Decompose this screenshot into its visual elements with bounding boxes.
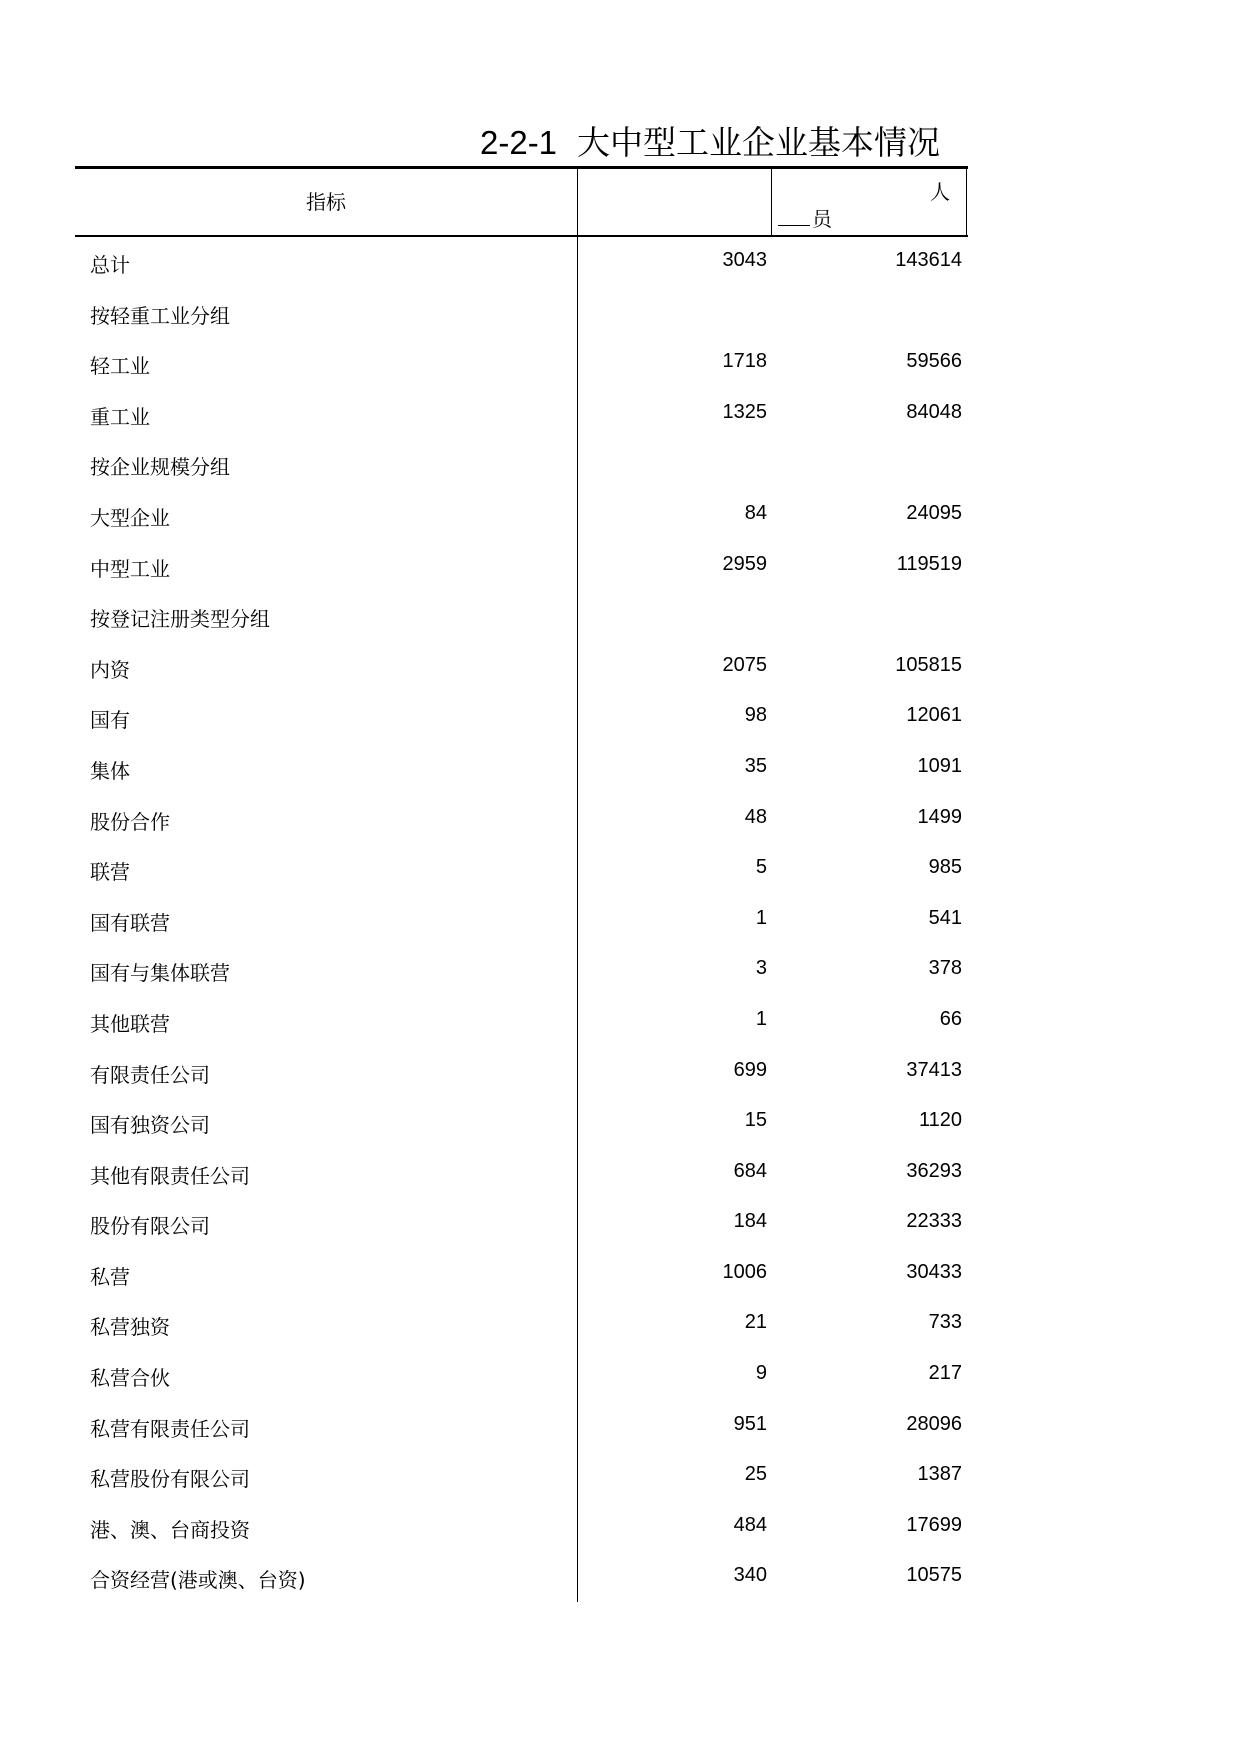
row-value-persons: 733 [928, 1311, 962, 1334]
row-value-units: 84 [744, 501, 767, 524]
row-value-units: 340 [733, 1564, 767, 1587]
row-label: 总计 [90, 253, 130, 277]
row-label: 私营有限责任公司 [90, 1416, 250, 1441]
row-value-units: 1 [755, 1007, 767, 1030]
table-row [75, 389, 968, 440]
row-label: 联营 [90, 860, 130, 885]
row-label: 按企业规模分组 [90, 455, 230, 480]
row-label: 中型工业 [90, 556, 170, 581]
column-divider-col1 [771, 169, 772, 235]
table-row [75, 1451, 968, 1502]
row-value-persons: 30433 [906, 1260, 962, 1283]
row-value-units: 9 [755, 1362, 767, 1385]
row-value-units: 98 [744, 704, 767, 727]
table-row [75, 743, 968, 794]
row-value-units: 5 [755, 856, 767, 879]
row-label: 国有与集体联营 [90, 961, 230, 986]
row-value-persons: 1120 [918, 1109, 962, 1132]
header-col2-line2 [778, 203, 832, 232]
row-label: 国有独资公司 [90, 1113, 210, 1138]
row-value-persons: 22333 [906, 1210, 962, 1233]
row-value-persons: 1091 [917, 754, 962, 777]
header-col2-line2-text: 员 [812, 207, 832, 231]
row-label: 重工业 [90, 404, 150, 429]
row-value-units: 25 [744, 1463, 767, 1486]
row-label: 国有 [90, 708, 130, 733]
row-value-units: 1006 [722, 1260, 767, 1283]
row-value-persons: 36293 [906, 1159, 962, 1182]
table-row [75, 1097, 968, 1148]
row-value-units: 3 [755, 957, 767, 980]
row-value-persons: 119519 [896, 552, 962, 575]
table-row [75, 945, 968, 996]
page-title [480, 120, 940, 166]
row-label: 私营独资 [90, 1315, 170, 1340]
column-divider-col2 [966, 169, 967, 235]
row-label: 私营股份有限公司 [90, 1467, 250, 1492]
header-indicator: 指标 [306, 190, 346, 214]
row-value-units: 1325 [722, 400, 767, 423]
table-row [75, 692, 968, 743]
row-value-units: 15 [744, 1109, 767, 1132]
row-label: 其他有限责任公司 [90, 1163, 250, 1188]
row-value-units: 2959 [722, 552, 767, 575]
row-value-persons: 24095 [906, 501, 962, 524]
row-label: 港、澳、台商投资 [90, 1517, 250, 1542]
row-value-persons: 105815 [895, 653, 962, 676]
row-value-persons: 59566 [906, 350, 962, 373]
table-row [75, 1401, 968, 1452]
row-value-units: 184 [733, 1210, 767, 1233]
table-row [75, 844, 968, 895]
table-row [75, 1148, 968, 1199]
row-label: 国有联营 [90, 910, 170, 935]
row-value-units: 48 [744, 805, 767, 828]
row-value-persons: 1387 [917, 1463, 962, 1486]
table-row [75, 1198, 968, 1249]
row-value-persons: 541 [928, 906, 962, 929]
table-row [75, 1502, 968, 1553]
row-label: 合资经营(港或澳、台资) [90, 1568, 306, 1593]
row-value-units: 1718 [722, 350, 767, 373]
table-body [75, 237, 968, 1603]
table-row [75, 1249, 968, 1300]
row-value-persons: 37413 [906, 1058, 962, 1081]
row-value-persons: 17699 [906, 1513, 962, 1536]
row-label: 股份合作 [90, 809, 170, 834]
row-value-units: 3043 [722, 249, 767, 271]
table-row [75, 439, 968, 490]
table-row [75, 1299, 968, 1350]
row-value-units: 2075 [722, 653, 767, 676]
row-label: 大型企业 [90, 505, 170, 530]
row-value-persons: 66 [939, 1007, 962, 1030]
table-row [75, 1552, 968, 1603]
row-value-persons: 1499 [917, 805, 962, 828]
table-row [75, 541, 968, 592]
row-value-units: 684 [733, 1159, 767, 1182]
row-label: 私营 [90, 1264, 130, 1289]
row-label: 轻工业 [90, 354, 150, 379]
row-label: 集体 [90, 758, 130, 783]
table-row [75, 288, 968, 339]
table-row [75, 996, 968, 1047]
table-top-rule [75, 166, 968, 169]
table-row [75, 642, 968, 693]
row-value-units: 951 [733, 1412, 767, 1435]
row-value-units: 1 [755, 906, 767, 929]
row-label: 其他联营 [90, 1011, 170, 1036]
row-label: 私营合伙 [90, 1366, 170, 1391]
table-title-text: 大中型工业企业基本情况 [577, 123, 941, 162]
row-label: 按登记注册类型分组 [90, 607, 270, 632]
row-value-units: 699 [733, 1058, 767, 1081]
row-value-persons: 84048 [906, 400, 962, 423]
row-value-persons: 217 [928, 1362, 962, 1385]
row-value-units: 484 [733, 1513, 767, 1536]
row-label: 有限责任公司 [90, 1062, 210, 1087]
table-row [75, 490, 968, 541]
row-value-units: 35 [744, 754, 767, 777]
row-value-units: 21 [744, 1311, 767, 1334]
table-row [75, 895, 968, 946]
row-label: 内资 [90, 657, 130, 682]
table-row [75, 338, 968, 389]
row-value-persons: 378 [928, 957, 962, 980]
header-col2-line1: 人 [930, 180, 950, 204]
table-row [75, 591, 968, 642]
row-value-persons: 985 [928, 856, 962, 879]
row-label: 股份有限公司 [90, 1214, 210, 1239]
table-row [75, 1350, 968, 1401]
table-row [75, 794, 968, 845]
table-code: 2-2-1 [480, 124, 558, 161]
table-row [75, 237, 968, 288]
row-value-persons: 28096 [906, 1412, 962, 1435]
row-value-persons: 143614 [895, 249, 962, 271]
row-value-persons: 10575 [906, 1564, 962, 1587]
row-value-persons: 12061 [906, 704, 962, 727]
table-row [75, 1047, 968, 1098]
row-label: 按轻重工业分组 [90, 303, 230, 328]
